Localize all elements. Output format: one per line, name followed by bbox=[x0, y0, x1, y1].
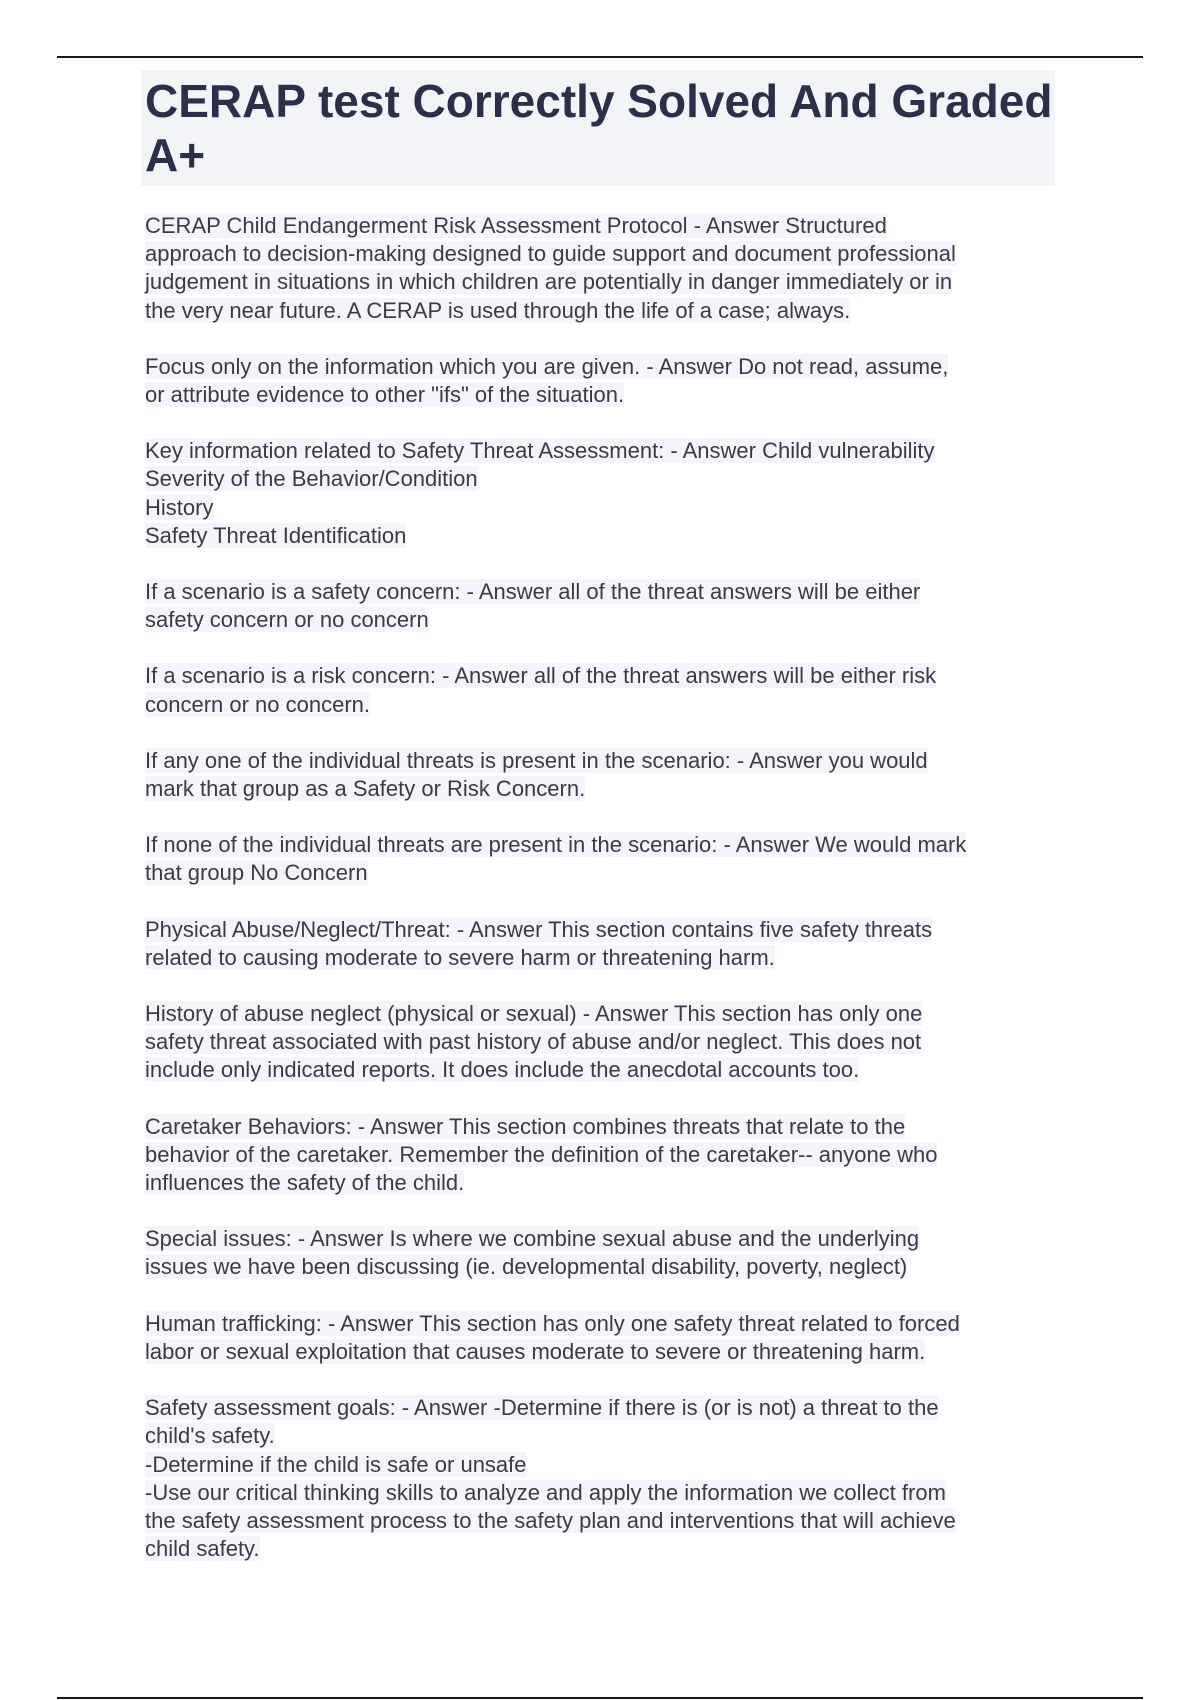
qa-line bbox=[145, 944, 1055, 972]
qa-entry bbox=[145, 578, 1055, 634]
qa-line-text: Key information related to Safety Threat Assessment: - Answer Child vulnerability bbox=[145, 438, 935, 464]
qa-entry bbox=[145, 437, 1055, 550]
qa-line bbox=[145, 1535, 1055, 1563]
qa-line bbox=[145, 240, 1055, 268]
qa-entry bbox=[145, 1113, 1055, 1198]
qa-line-text: influences the safety of the child. bbox=[145, 1170, 465, 1196]
qa-line bbox=[145, 1000, 1055, 1028]
qa-entry bbox=[145, 747, 1055, 803]
qa-line-text: Physical Abuse/Neglect/Threat: - Answer This section contains five safety threats bbox=[145, 916, 933, 942]
qa-line bbox=[145, 522, 1055, 550]
qa-line-text: If a scenario is a safety concern: - Answer all of the threat answers will be either bbox=[145, 579, 921, 605]
qa-line bbox=[145, 859, 1055, 887]
qa-line bbox=[145, 1028, 1055, 1056]
qa-line-text: If none of the individual threats are present in the scenario: - Answer We would mark bbox=[145, 832, 967, 858]
qa-entry bbox=[145, 1310, 1055, 1366]
qa-line bbox=[145, 297, 1055, 325]
qa-line-text: the safety assessment process to the safety plan and interventions that will achieve bbox=[145, 1507, 956, 1533]
qa-line-text: that group No Concern bbox=[145, 860, 368, 886]
qa-line bbox=[145, 1113, 1055, 1141]
qa-line-text: Safety assessment goals: - Answer -Determine if there is (or is not) a threat to the bbox=[145, 1395, 939, 1421]
qa-line bbox=[145, 494, 1055, 522]
qa-line bbox=[145, 1338, 1055, 1366]
qa-line-text: child safety. bbox=[145, 1536, 260, 1562]
qa-entry bbox=[145, 916, 1055, 972]
qa-line-text: mark that group as a Safety or Risk Concern. bbox=[145, 776, 586, 802]
qa-line bbox=[145, 1394, 1055, 1422]
qa-line-text: Human trafficking: - Answer This section has only one safety threat related to forced bbox=[145, 1310, 960, 1336]
qa-line bbox=[145, 1507, 1055, 1535]
qa-entry bbox=[145, 662, 1055, 718]
qa-line bbox=[145, 381, 1055, 409]
qa-line bbox=[145, 268, 1055, 296]
qa-line-text: -Determine if the child is safe or unsafe bbox=[145, 1451, 527, 1477]
qa-line-text: Focus only on the information which you are given. - Answer Do not read, assume, bbox=[145, 353, 949, 379]
qa-line bbox=[145, 465, 1055, 493]
qa-entry bbox=[145, 353, 1055, 409]
qa-entry bbox=[145, 1394, 1055, 1563]
qa-line bbox=[145, 1479, 1055, 1507]
qa-line-text: History bbox=[145, 494, 214, 520]
qa-line bbox=[145, 1310, 1055, 1338]
qa-line-text: -Use our critical thinking skills to analyze and apply the information we collect from bbox=[145, 1479, 946, 1505]
qa-line-text: If any one of the individual threats is present in the scenario: - Answer you would bbox=[145, 747, 928, 773]
qa-line bbox=[145, 747, 1055, 775]
qa-line-text: include only indicated reports. It does include the anecdotal accounts too. bbox=[145, 1057, 860, 1083]
qa-line-text: child's safety. bbox=[145, 1423, 275, 1449]
qa-line bbox=[145, 1451, 1055, 1479]
qa-line-text: labor or sexual exploitation that causes moderate to severe or threatening harm. bbox=[145, 1338, 926, 1364]
qa-line bbox=[145, 606, 1055, 634]
qa-entry bbox=[145, 212, 1055, 325]
qa-line bbox=[145, 916, 1055, 944]
qa-line-text: Special issues: - Answer Is where we combine sexual abuse and the underlying bbox=[145, 1226, 920, 1252]
bottom-divider bbox=[57, 1697, 1143, 1699]
qa-entry bbox=[145, 1225, 1055, 1281]
qa-line-text: Safety Threat Identification bbox=[145, 522, 407, 548]
title-block bbox=[141, 70, 1055, 186]
qa-line-text: concern or no concern. bbox=[145, 691, 371, 717]
qa-entry bbox=[145, 1000, 1055, 1085]
qa-line-text: the very near future. A CERAP is used through the life of a case; always. bbox=[145, 297, 851, 323]
top-divider bbox=[57, 56, 1143, 58]
qa-line-text: Severity of the Behavior/Condition bbox=[145, 466, 478, 492]
qa-list bbox=[145, 212, 1055, 1563]
document-title: CERAP test Correctly Solved And Graded A+ bbox=[145, 75, 1053, 181]
qa-line-text: behavior of the caretaker. Remember the definition of the caretaker-- anyone who bbox=[145, 1141, 938, 1167]
qa-line bbox=[145, 578, 1055, 606]
qa-line bbox=[145, 831, 1055, 859]
qa-line-text: safety concern or no concern bbox=[145, 607, 429, 633]
qa-line bbox=[145, 1141, 1055, 1169]
qa-line-text: approach to decision-making designed to guide support and document professional bbox=[145, 241, 956, 267]
document-body bbox=[145, 70, 1055, 1591]
qa-line bbox=[145, 775, 1055, 803]
qa-line bbox=[145, 212, 1055, 240]
qa-line-text: or attribute evidence to other "ifs" of the situation. bbox=[145, 382, 625, 408]
qa-line bbox=[145, 1056, 1055, 1084]
qa-line bbox=[145, 1169, 1055, 1197]
qa-line-text: related to causing moderate to severe harm or threatening harm. bbox=[145, 944, 775, 970]
qa-line bbox=[145, 1422, 1055, 1450]
qa-line bbox=[145, 1253, 1055, 1281]
qa-entry bbox=[145, 831, 1055, 887]
qa-line-text: If a scenario is a risk concern: - Answer all of the threat answers will be either risk bbox=[145, 663, 937, 689]
qa-line-text: judgement in situations in which children are potentially in danger immediately or in bbox=[145, 269, 953, 295]
qa-line-text: issues we have been discussing (ie. developmental disability, poverty, neglect) bbox=[145, 1254, 908, 1280]
qa-line-text: Caretaker Behaviors: - Answer This section combines threats that relate to the bbox=[145, 1113, 906, 1139]
qa-line-text: CERAP Child Endangerment Risk Assessment Protocol - Answer Structured bbox=[145, 213, 887, 238]
qa-line bbox=[145, 691, 1055, 719]
qa-line bbox=[145, 1225, 1055, 1253]
qa-line-text: safety threat associated with past history of abuse and/or neglect. This does not bbox=[145, 1029, 922, 1055]
qa-line bbox=[145, 662, 1055, 690]
qa-line bbox=[145, 437, 1055, 465]
qa-line-text: History of abuse neglect (physical or sexual) - Answer This section has only one bbox=[145, 1001, 923, 1027]
qa-line bbox=[145, 353, 1055, 381]
